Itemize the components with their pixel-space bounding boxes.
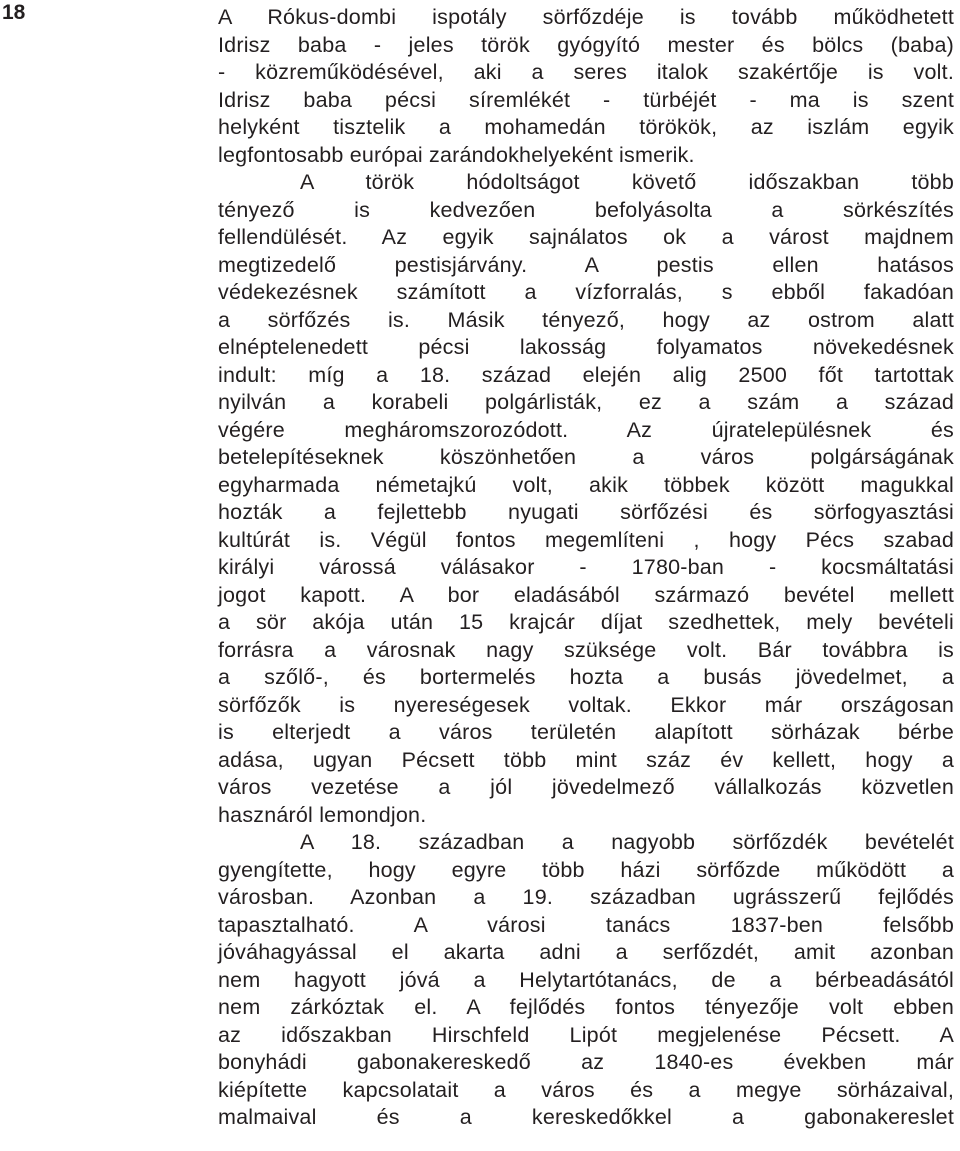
text-line: - közreműködésével, aki a seres italok szakértője is volt. [218, 60, 954, 84]
text-line: A 18. században a nagyobb sörfőzdék bevételét [300, 830, 954, 854]
text-line: Idrisz baba - jeles török gyógyító mester és bölcs (baba) [218, 32, 954, 57]
text-line: kultúrát is. Végül fontos megemlíteni , hogy Pécs szabad [218, 527, 954, 552]
text-line: A Rókus-dombi ispotály sörfőzdéje is tovább működhetett [218, 5, 954, 29]
text-line: királyi várossá válásakor - 1780-ban - kocsmáltatási [218, 555, 954, 579]
text-line: bonyhádi gabonakereskedő az 1840-es években már [218, 1050, 954, 1074]
text-line: Idrisz baba pécsi síremlékét - türbéjét - ma is szent [218, 87, 954, 112]
text-line: a sörfőzés is. Másik tényező, hogy az ostrom alatt [218, 307, 954, 332]
text-line: adása, ugyan Pécsett több mint száz év kellett, hogy a [218, 747, 954, 772]
text-line: kiépítette kapcsolatait a város és a megye sörházaival, [218, 1077, 954, 1102]
text-line: tényező is kedvezően befolyásolta a sörkészítés [218, 197, 954, 222]
text-line: hasznáról lemondjon. [218, 802, 427, 827]
text-line: sörfőzők is nyereségesek voltak. Ekkor már országosan [218, 692, 954, 717]
text-line: nem zárkóztak el. A fejlődés fontos tényezője volt ebben [218, 995, 954, 1019]
text-line: nyilván a korabeli polgárlisták, ez a szám a század [218, 390, 954, 414]
text-line: a szőlő-, és bortermelés hozta a busás jövedelmet, a [218, 665, 954, 689]
text-line: fellendülését. Az egyik sajnálatos ok a várost majdnem [218, 225, 954, 249]
text-line: indult: míg a 18. század elején alig 2500 főt tartottak [218, 362, 954, 387]
text-line: malmaival és a kereskedőkkel a gabonakereslet [218, 1105, 954, 1129]
text-line: tapasztalható. A városi tanács 1837-ben felsőbb [218, 912, 954, 937]
text-line: megtizedelő pestisjárvány. A pestis ellen hatásos [218, 252, 954, 277]
text-line: elnéptelenedett pécsi lakosság folyamatos növekedésnek [218, 335, 954, 359]
text-line: város vezetése a jól jövedelmező vállalkozás közvetlen [218, 775, 954, 799]
text-line: az időszakban Hirschfeld Lipót megjelenése Pécsett. A [218, 1022, 954, 1047]
page-number: 18 [2, 1, 26, 24]
text-line: végére megháromszorozódott. Az újratelepülésnek és [218, 417, 954, 442]
text-line: városban. Azonban a 19. században ugrásszerű fejlődés [218, 885, 954, 909]
text-line: jogot kapott. A bor eladásából származó bevétel mellett [218, 582, 954, 607]
text-line: is elterjedt a város területén alapított sörházak bérbe [218, 720, 954, 744]
text-line: legfontosabb európai zarándokhelyeként ismerik. [218, 142, 695, 167]
text-line: gyengítette, hogy egyre több házi sörfőzde működött a [218, 857, 954, 882]
text-line: védekezésnek számított a vízforralás, s ebből fakadóan [218, 280, 954, 304]
text-line: A török hódoltságot követő időszakban több [300, 170, 954, 194]
text-line: nem hagyott jóvá a Helytartótanács, de a bérbeadásától [218, 967, 954, 992]
text-line: hozták a fejlettebb nyugati sörfőzési és sörfogyasztási [218, 500, 954, 524]
text-line: betelepítéseknek köszönhetően a város polgárságának [218, 445, 954, 469]
text-line: jóváhagyással el akarta adni a serfőzdét, amit azonban [218, 940, 954, 964]
text-line: egyharmada németajkú volt, akik többek között magukkal [218, 472, 954, 497]
text-line: a sör akója után 15 krajcár díjat szedhettek, mely bevételi [218, 610, 954, 634]
text-line: forrásra a városnak nagy szüksége volt. Bár továbbra is [218, 637, 954, 662]
body-text [218, 4, 954, 1132]
text-line: helyként tisztelik a mohamedán törökök, az iszlám egyik [218, 115, 954, 139]
